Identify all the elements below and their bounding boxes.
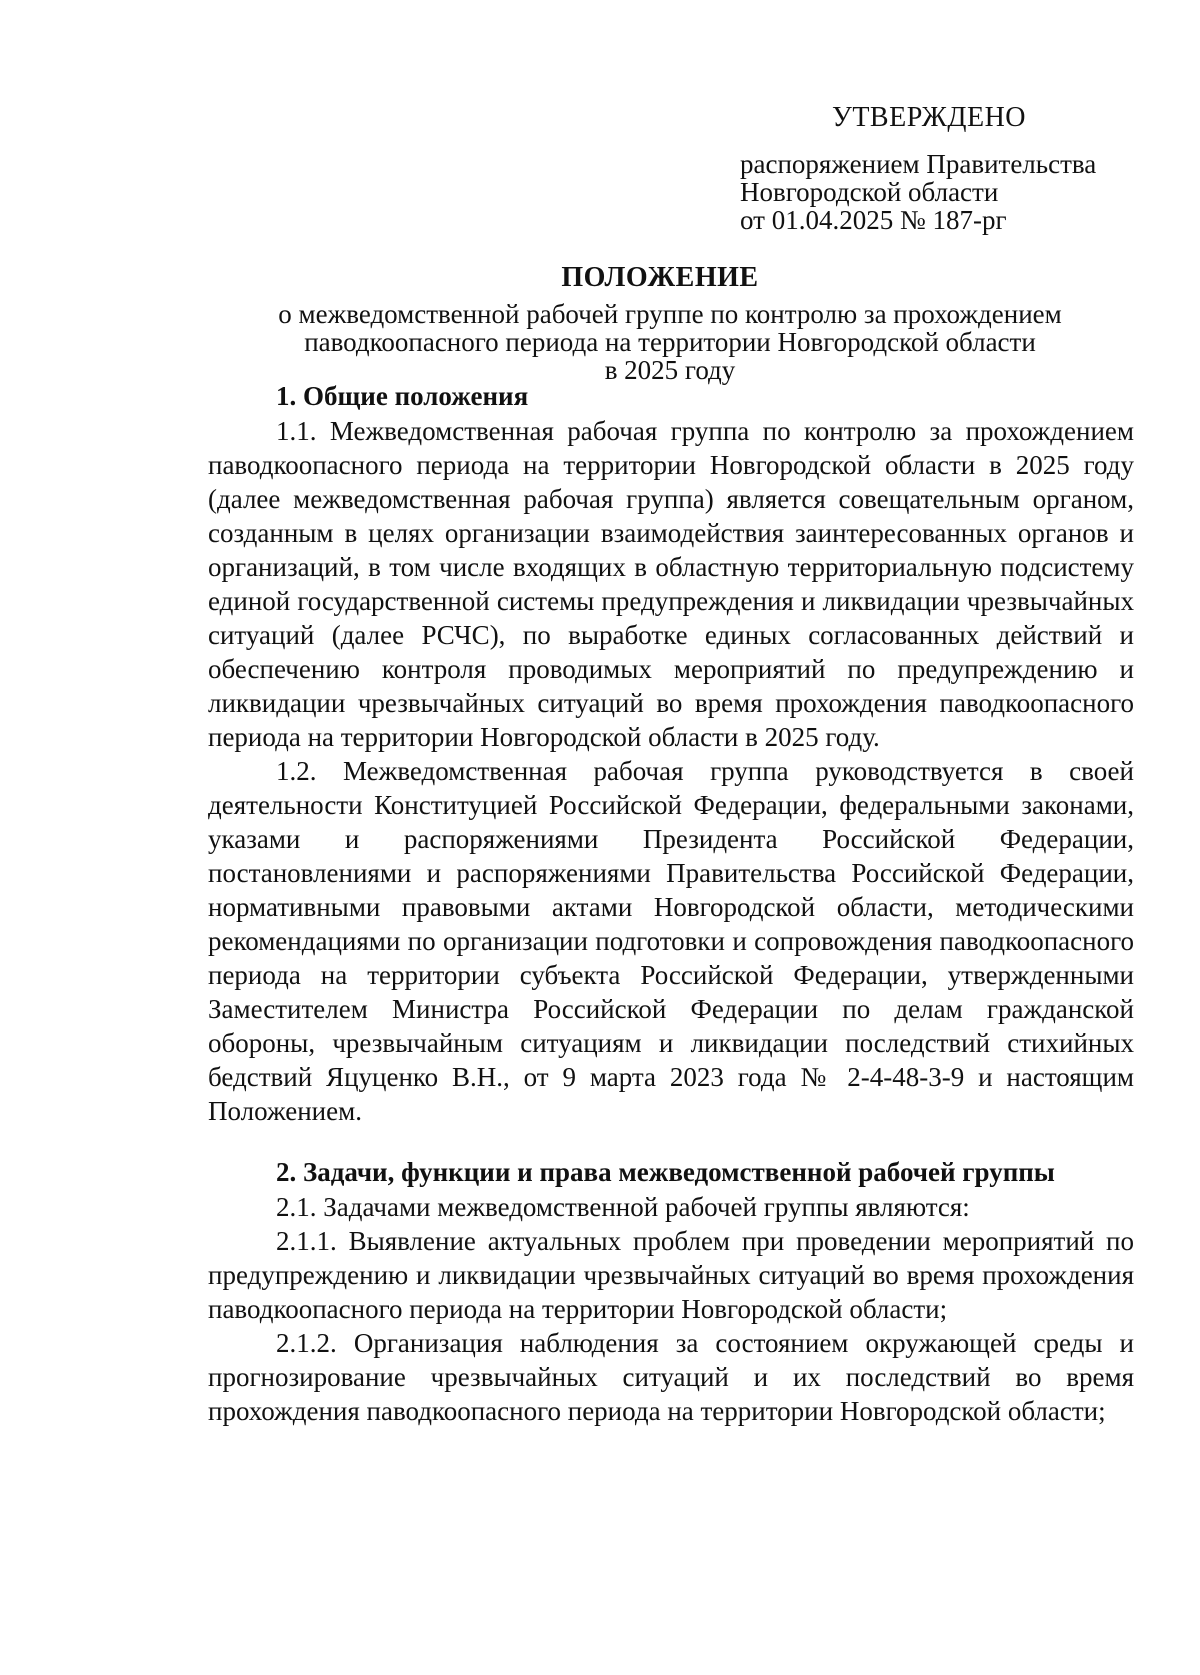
- document-title: ПОЛОЖЕНИЕ: [561, 262, 759, 293]
- section-1-body: [208, 414, 1134, 1128]
- paragraph-2-1-2: 2.1.2. Организация наблюдения за состоянием окружающей среды и прогнозирование чрезвычайных ситуаций и их последствий во время прохождения паводкоопасного периода на территории Новгородской области;: [208, 1328, 1134, 1426]
- section-2-heading: 2. Задачи, функции и права межведомственной рабочей группы: [276, 1157, 1055, 1187]
- approval-line-2: Новгородской области: [740, 177, 999, 207]
- section-1-heading: 1. Общие положения: [276, 381, 529, 411]
- subtitle-line-3: в 2025 году: [604, 355, 736, 385]
- paragraph-1-1: 1.1. Межведомственная рабочая группа по контролю за прохождением паводкоопасного периода на территории Новгородской области в 2025 году (далее межведомственная рабочая группа) является совещательным органом, созданным в целях организации взаимодействия заинтересованных органов и организаций, в том числе входящих в областную территориальную подсистему единой государственной системы предупреждения и ликвидации чрезвычайных ситуаций (далее РСЧС), по выработке единых согласованных действий и обеспечению контроля проводимых мероприятий по предупреждению и ликвидации чрезвычайных ситуаций во время прохождения паводкоопасного периода на территории Новгородской области в 2025 году.: [208, 416, 1134, 752]
- approval-line-1: распоряжением Правительства: [740, 149, 1097, 179]
- paragraph-2-1-1: 2.1.1. Выявление актуальных проблем при проведении мероприятий по предупреждению и ликвидации чрезвычайных ситуаций во время прохождения паводкоопасного периода на территории Новгородской области;: [208, 1226, 1134, 1324]
- approval-block: [740, 104, 1170, 234]
- document-subtitle: [200, 300, 1140, 384]
- section-2-body: [208, 1190, 1134, 1428]
- approval-stamp: УТВЕРЖДЕНО: [832, 102, 1027, 133]
- paragraph-1-2: 1.2. Межведомственная рабочая группа руководствуется в своей деятельности Конституцией Российской Федерации, федеральными законами, указами и распоряжениями Президента Российской Федерации, постановлениями и распоряжениями Правительства Российской Федерации, нормативными правовыми актами Новгородской области, методическими рекомендациями по организации подготовки и сопровождения паводкоопасного периода на территории субъекта Российской Федерации, утвержденными Заместителем Министра Российской Федерации по делам гражданской обороны, чрезвычайным ситуациям и ликвидации последствий стихийных бедствий Яцуценко В.Н., от 9 марта 2023 года № 2-4-48-3-9 и настоящим Положением.: [208, 756, 1134, 1126]
- paragraph-2-1: 2.1. Задачами межведомственной рабочей группы являются:: [276, 1192, 970, 1222]
- subtitle-line-2: паводкоопасного периода на территории Новгородской области: [304, 327, 1036, 357]
- subtitle-line-1: о межведомственной рабочей группе по контролю за прохождением: [278, 299, 1062, 329]
- approval-line-3: от 01.04.2025 № 187-рг: [740, 205, 1007, 235]
